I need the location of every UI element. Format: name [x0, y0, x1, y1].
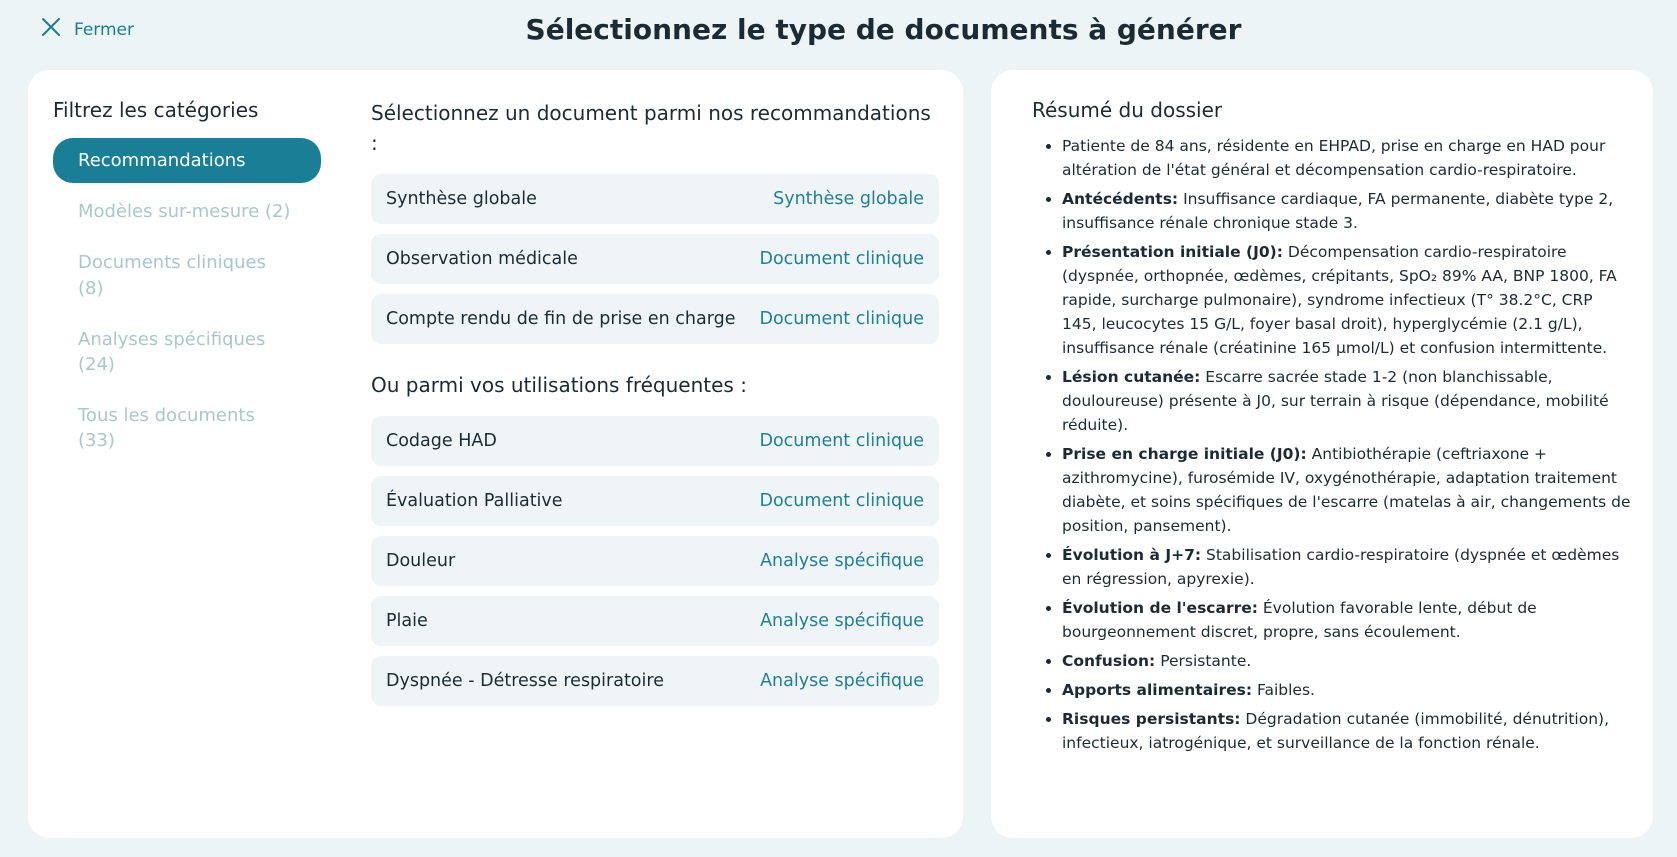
summary-item-text: Insuffisance cardiaque, FA permanente, diabète type 2, insuffisance rénale chronique stade 3.: [1062, 190, 1614, 232]
document-type: Document clinique: [759, 491, 924, 511]
summary-item-label: Prise en charge initiale (J0):: [1062, 445, 1307, 463]
document-name: Codage HAD: [386, 431, 497, 451]
document-option[interactable]: [371, 656, 939, 706]
document-option[interactable]: [371, 416, 939, 466]
summary-item-text: Patiente de 84 ans, résidente en EHPAD, prise en charge en HAD pour altération de l'état général et décompensation cardio-respiratoire.: [1062, 137, 1606, 179]
filter-item[interactable]: Tous les documents (33): [78, 405, 255, 452]
document-type: Analyse spécifique: [760, 611, 924, 631]
summary-item: [1062, 596, 1632, 644]
document-name: Synthèse globale: [386, 189, 537, 209]
filter-list: [53, 138, 323, 464]
document-type: Analyse spécifique: [760, 671, 924, 691]
summary-panel: [991, 70, 1653, 838]
document-option[interactable]: [371, 536, 939, 586]
summary-item-text: Décompensation cardio-respiratoire (dyspnée, orthopnée, œdèmes, crépitants, SpO₂ 89% AA, BNP 1800, FA rapide, surcharge pulmonaire), syndrome infectieux (T° 38.2°C, CRP 145, leucocytes 15 G/L, foyer basal droit), hyperglycémie (2.1 g/L), insuffisance rénale (créatinine 165 µmol/L) et confusion intermittente.: [1062, 243, 1617, 357]
filter-item[interactable]: Recommandations: [53, 138, 321, 183]
document-list-area: [371, 98, 939, 716]
filters-title: Filtrez les catégories: [53, 98, 259, 122]
document-type: Analyse spécifique: [760, 551, 924, 571]
category-filters: [53, 98, 323, 470]
summary-item-label: Antécédents:: [1062, 190, 1179, 208]
summary-item: [1062, 134, 1632, 182]
summary-item: [1062, 442, 1632, 538]
summary-item-label: Confusion:: [1062, 652, 1156, 670]
document-option[interactable]: [371, 174, 939, 224]
summary-item-text: Persistante.: [1155, 652, 1252, 670]
document-name: Observation médicale: [386, 249, 578, 269]
document-name: Douleur: [386, 551, 456, 571]
close-label: Fermer: [74, 19, 135, 40]
top-bar: [0, 0, 1677, 64]
summary-item-label: Présentation initiale (J0):: [1062, 243, 1283, 261]
document-option[interactable]: [371, 596, 939, 646]
recommendations-list: [371, 174, 939, 344]
frequent-list: [371, 416, 939, 706]
summary-item-text: Faibles.: [1252, 681, 1315, 699]
document-option[interactable]: [371, 476, 939, 526]
document-name: Dyspnée - Détresse respiratoire: [386, 671, 664, 691]
summary-item-text: Dégradation cutanée (immobilité, dénutrition), infectieux, iatrogénique, et surveillance de la fonction rénale.: [1062, 710, 1610, 752]
summary-item-label: Évolution à J+7:: [1062, 546, 1202, 564]
summary-title: Résumé du dossier: [1032, 98, 1223, 122]
document-name: Compte rendu de fin de prise en charge: [386, 309, 736, 329]
summary-item-text: Évolution favorable lente, début de bourgeonnement discret, propre, sans écoulement.: [1062, 599, 1537, 641]
summary-item: [1062, 707, 1632, 755]
summary-list: [1032, 134, 1632, 755]
summary-item: [1062, 543, 1632, 591]
summary-item: [1062, 678, 1632, 702]
document-type: Document clinique: [759, 431, 924, 451]
document-option[interactable]: [371, 294, 939, 344]
filter-item[interactable]: Modèles sur-mesure (2): [78, 201, 291, 223]
filter-item[interactable]: Analyses spécifiques (24): [78, 328, 266, 375]
summary-item: [1062, 365, 1632, 437]
summary-item-text: Stabilisation cardio-respiratoire (dyspnée et œdèmes en régression, apyrexie).: [1062, 546, 1620, 588]
summary-item-label: Évolution de l'escarre:: [1062, 599, 1258, 617]
document-option[interactable]: [371, 234, 939, 284]
document-type: Document clinique: [759, 309, 924, 329]
document-type: Document clinique: [759, 249, 924, 269]
document-selection-panel: [28, 70, 963, 838]
summary-item-text: Escarre sacrée stade 1-2 (non blanchissable, douloureuse) présente à J0, sur terrain à risque (dépendance, mobilité réduite).: [1062, 368, 1609, 434]
summary-item-label: Apports alimentaires:: [1062, 681, 1253, 699]
frequent-heading: Ou parmi vos utilisations fréquentes :: [371, 373, 747, 397]
summary-item-text: Antibiothérapie (ceftriaxone + azithromycine), furosémide IV, oxygénothérapie, adaptation traitement diabète, et soins spécifiques de l'escarre (matelas à air, changements de position, pansement).: [1062, 445, 1631, 535]
summary-item-label: Risques persistants:: [1062, 710, 1241, 728]
summary-item-label: Lésion cutanée:: [1062, 368, 1201, 386]
document-name: Évaluation Palliative: [386, 491, 563, 511]
summary-item: [1062, 240, 1632, 360]
recommendations-heading: Sélectionnez un document parmi nos recommandations :: [371, 101, 931, 155]
page-title: Sélectionnez le type de documents à générer: [525, 13, 1242, 46]
filter-item[interactable]: Documents cliniques (8): [78, 252, 266, 299]
summary-item: [1062, 649, 1632, 673]
document-name: Plaie: [386, 611, 428, 631]
file-summary: [1032, 98, 1632, 760]
summary-item: [1062, 187, 1632, 235]
document-type: Synthèse globale: [773, 189, 924, 209]
